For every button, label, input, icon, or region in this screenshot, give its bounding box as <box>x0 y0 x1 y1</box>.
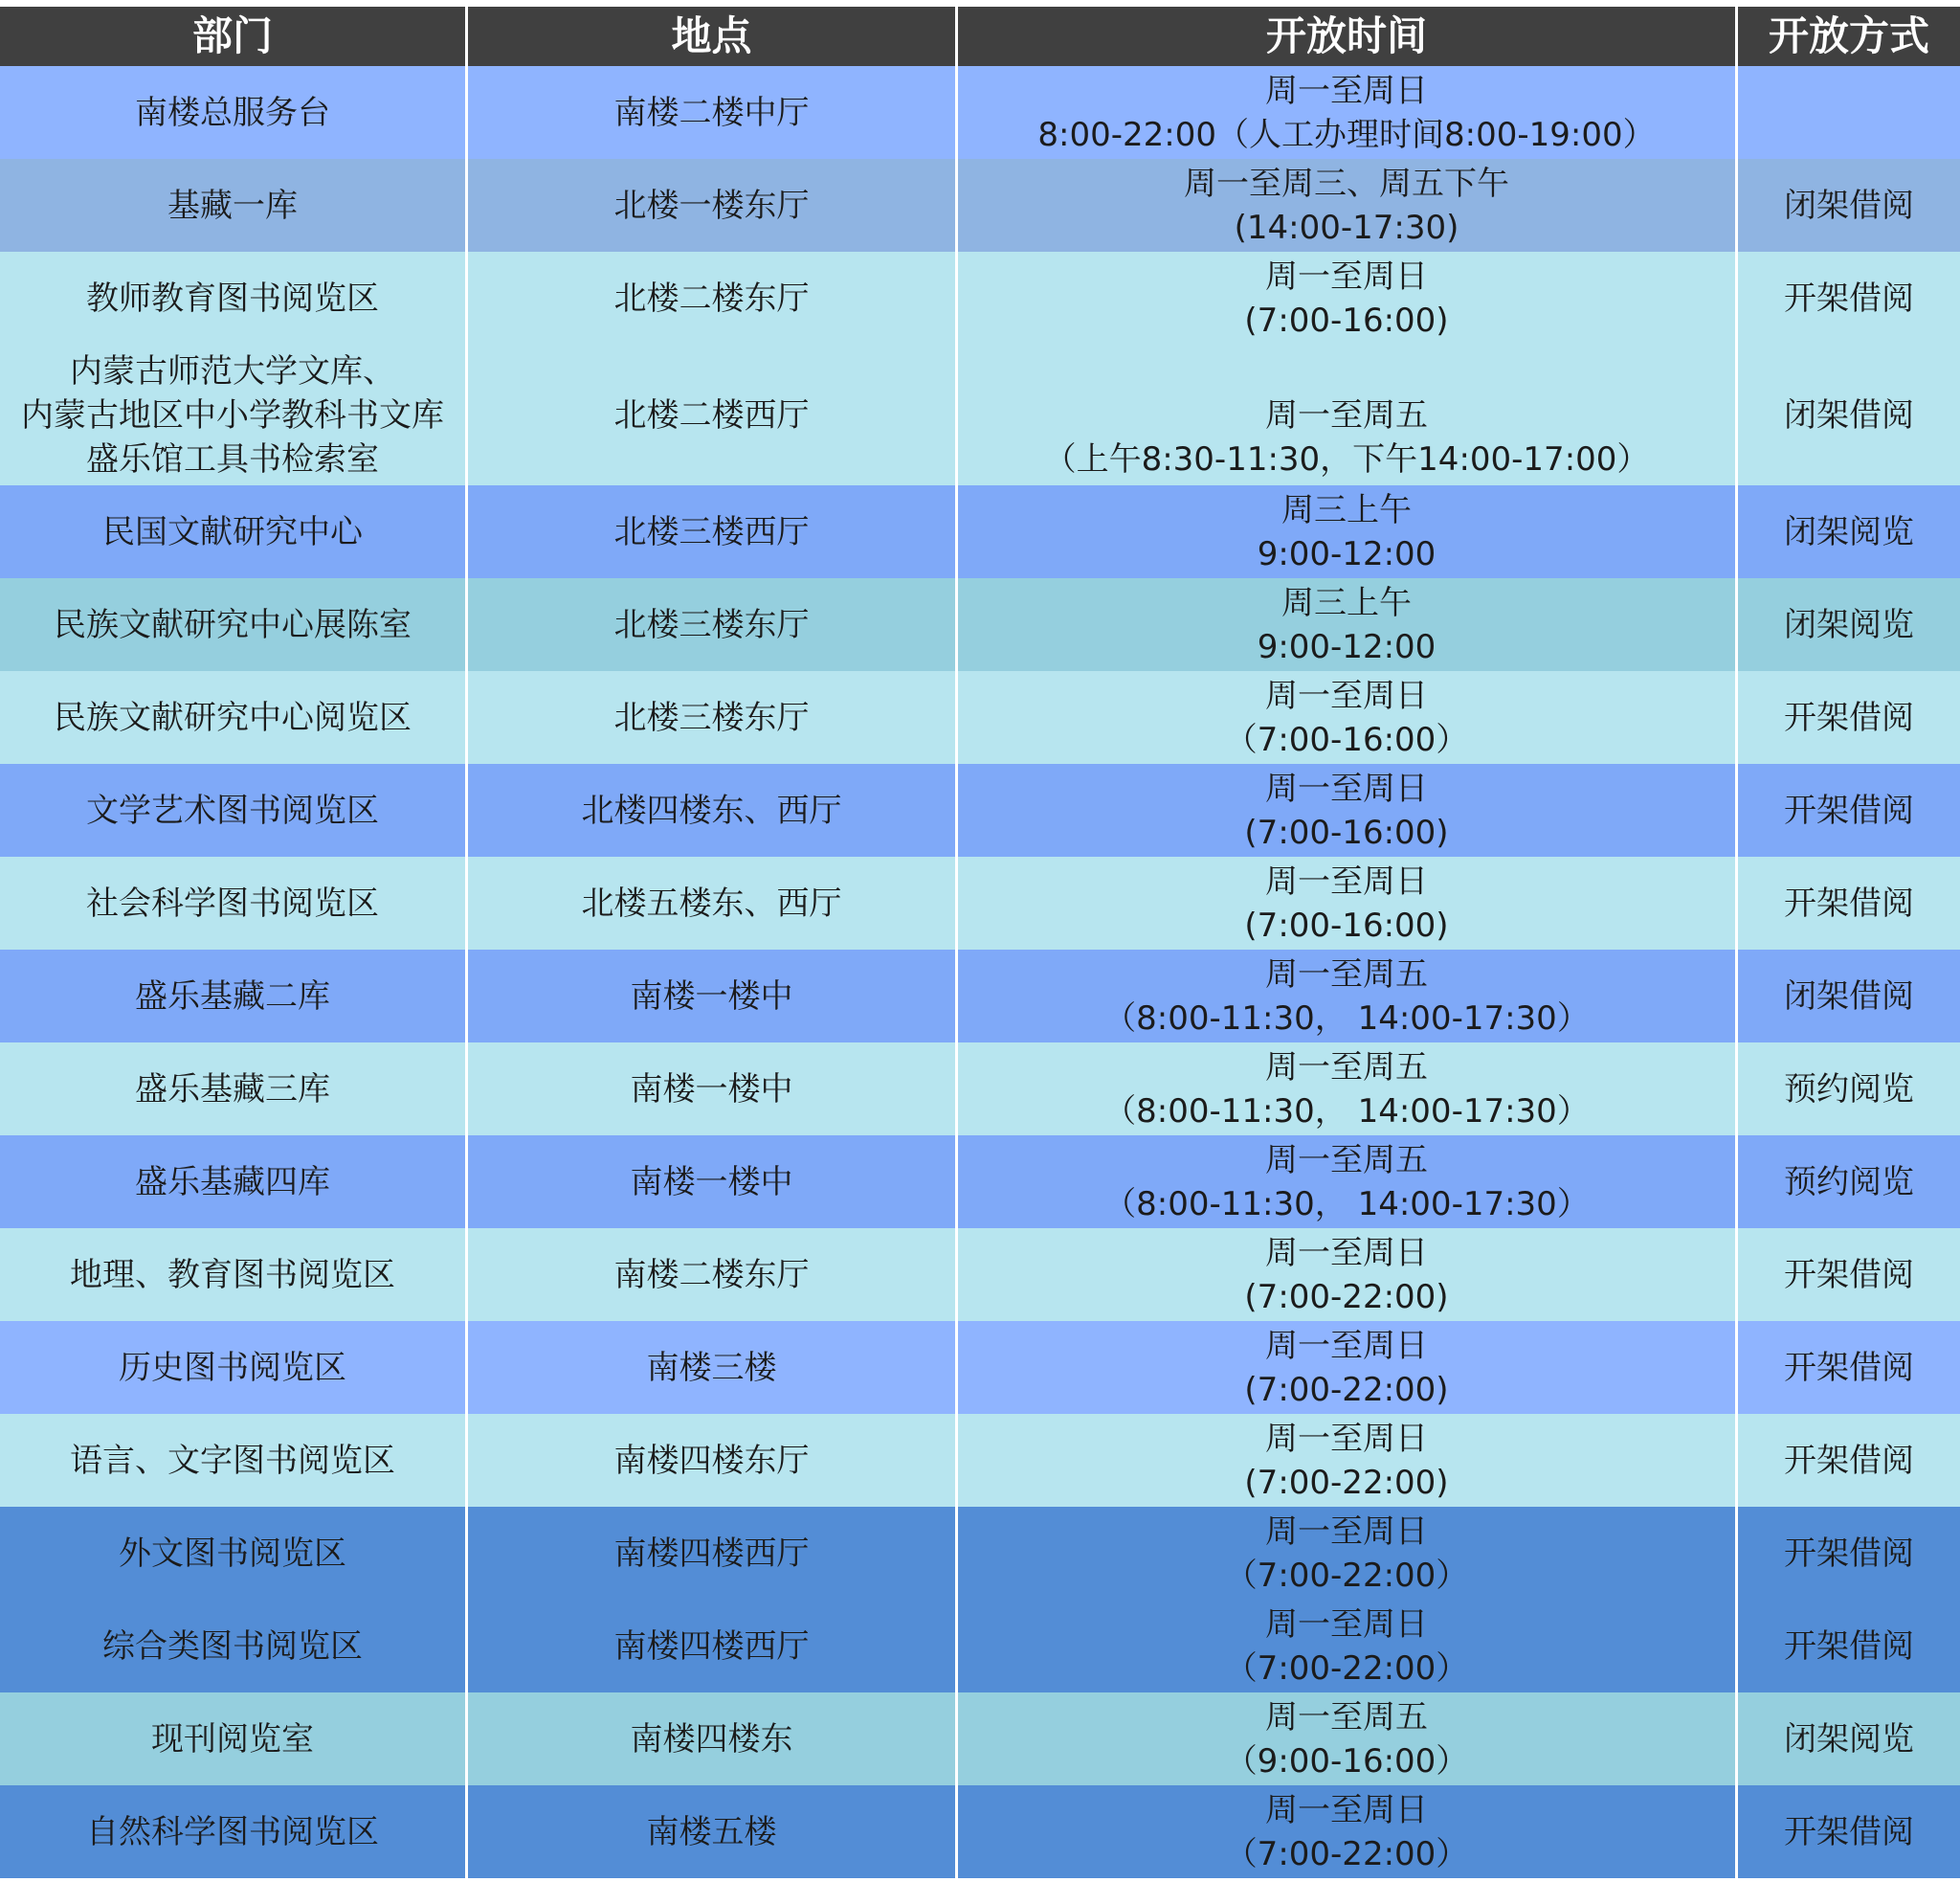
hours-times: （8:00-11:30， 14:00-17:30） <box>1103 998 1590 1038</box>
hours-times: (14:00-17:30) <box>1234 208 1459 247</box>
table-row <box>0 1228 1960 1321</box>
location-cell: 北楼一楼东厅 <box>468 159 958 252</box>
table-row <box>0 1414 1960 1507</box>
hours-cell <box>958 671 1738 764</box>
hours-days: 周一至周五 <box>1265 396 1428 435</box>
location-cell: 北楼三楼西厅 <box>468 485 958 578</box>
hours-cell <box>958 857 1738 950</box>
hours-days: 周一至周日 <box>1265 1419 1428 1458</box>
hours-days: 周一至周日 <box>1265 1233 1428 1272</box>
hours-times: (7:00-16:00) <box>1244 906 1449 945</box>
department-cell: 语言、文字图书阅览区 <box>0 1414 468 1507</box>
hours-days: 周一至周五 <box>1265 1140 1428 1179</box>
table-row <box>0 578 1960 671</box>
location-cell: 北楼三楼东厅 <box>468 671 958 764</box>
department-cell: 基藏一库 <box>0 159 468 252</box>
department-cell: 文学艺术图书阅览区 <box>0 764 468 857</box>
hours-cell <box>958 764 1738 857</box>
hours-days: 周一至周日 <box>1265 862 1428 901</box>
department-cell: 历史图书阅览区 <box>0 1321 468 1414</box>
hours-times: （8:00-11:30， 14:00-17:30） <box>1103 1091 1590 1131</box>
access-cell: 闭架借阅 <box>1784 395 1914 435</box>
hours-days: 周三上午 <box>1281 583 1412 622</box>
location-cell: 南楼一楼中 <box>468 950 958 1042</box>
hours-cell <box>958 1785 1738 1878</box>
hours-days: 周一至周日 <box>1265 257 1428 296</box>
hours-cell <box>958 1228 1738 1321</box>
hours-cell <box>958 950 1738 1042</box>
table-row <box>0 159 1960 252</box>
access-cell: 预约阅览 <box>1784 1069 1914 1109</box>
department-cell: 自然科学图书阅览区 <box>0 1785 468 1878</box>
table-row <box>0 345 1960 485</box>
hours-cell <box>958 1321 1738 1414</box>
hours-times: (7:00-22:00) <box>1244 1277 1449 1316</box>
access-cell: 闭架阅览 <box>1784 1719 1914 1759</box>
department-cell: 综合类图书阅览区 <box>0 1600 468 1692</box>
access-cell: 开架借阅 <box>1784 1626 1914 1666</box>
location-cell: 南楼一楼中 <box>468 1135 958 1228</box>
access-cell <box>1738 66 1960 159</box>
hours-times: （7:00-22:00） <box>1224 1648 1469 1688</box>
location-cell: 南楼一楼中 <box>468 1042 958 1135</box>
location-cell: 南楼二楼东厅 <box>468 1228 958 1321</box>
hours-cell <box>958 1135 1738 1228</box>
department-cell: 民国文献研究中心 <box>0 485 468 578</box>
department-cell: 盛乐基藏四库 <box>0 1135 468 1228</box>
hours-times: (7:00-16:00) <box>1244 813 1449 852</box>
table-row <box>0 1600 1960 1692</box>
location-cell: 南楼二楼中厅 <box>468 66 958 159</box>
hours-times: (7:00-22:00) <box>1244 1370 1449 1409</box>
table-row <box>0 1507 1960 1600</box>
access-cell: 开架借阅 <box>1784 1255 1914 1294</box>
header-department: 部门 <box>0 7 468 66</box>
location-cell: 南楼三楼 <box>468 1321 958 1414</box>
hours-cell <box>958 252 1738 345</box>
department-cell: 盛乐基藏二库 <box>0 950 468 1042</box>
access-cell: 闭架借阅 <box>1784 186 1914 225</box>
table-row <box>0 1135 1960 1228</box>
table-row <box>0 1692 1960 1785</box>
department-cell: 社会科学图书阅览区 <box>0 857 468 950</box>
table-row <box>0 252 1960 345</box>
hours-days: 周一至周五 <box>1265 1047 1428 1087</box>
department-cell: 内蒙古师范大学文库、 内蒙古地区中小学教科书文库 盛乐馆工具书检索室 <box>0 345 468 485</box>
hours-cell <box>958 1600 1738 1692</box>
header-location: 地点 <box>468 7 958 66</box>
department-cell: 现刊阅览室 <box>0 1692 468 1785</box>
table-row <box>0 485 1960 578</box>
access-cell: 闭架阅览 <box>1784 512 1914 551</box>
department-cell: 地理、教育图书阅览区 <box>0 1228 468 1321</box>
hours-times: (7:00-16:00) <box>1244 301 1449 340</box>
location-cell: 北楼二楼西厅 <box>468 345 958 485</box>
hours-times: 9:00-12:00 <box>1257 534 1437 573</box>
hours-cell <box>958 1692 1738 1785</box>
table-row <box>0 1042 1960 1135</box>
hours-cell <box>958 66 1738 159</box>
location-cell: 南楼四楼东厅 <box>468 1414 958 1507</box>
location-cell: 北楼五楼东、西厅 <box>468 857 958 950</box>
hours-cell <box>958 578 1738 671</box>
access-cell: 开架借阅 <box>1784 1534 1914 1573</box>
hours-times: （7:00-22:00） <box>1224 1834 1469 1873</box>
hours-times: （8:00-11:30， 14:00-17:30） <box>1103 1184 1590 1223</box>
opening-hours-table <box>0 7 1960 1878</box>
hours-days: 周一至周日 <box>1265 676 1428 715</box>
access-cell: 开架借阅 <box>1784 884 1914 923</box>
location-cell: 北楼四楼东、西厅 <box>468 764 958 857</box>
hours-times: 8:00-22:00（人工办理时间8:00-19:00） <box>1037 115 1656 154</box>
hours-days: 周三上午 <box>1281 490 1412 529</box>
hours-times: （上午8:30-11:30，下午14:00-17:00） <box>1043 440 1650 479</box>
hours-times: （9:00-16:00） <box>1224 1741 1469 1781</box>
table-row <box>0 1785 1960 1878</box>
hours-days: 周一至周五 <box>1265 1697 1428 1736</box>
header-access: 开放方式 <box>1768 12 1929 59</box>
hours-cell <box>958 159 1738 252</box>
table-row <box>0 671 1960 764</box>
hours-days: 周一至周五 <box>1265 954 1428 994</box>
hours-days: 周一至周日 <box>1265 1512 1428 1551</box>
location-cell: 北楼三楼东厅 <box>468 578 958 671</box>
hours-days: 周一至周日 <box>1265 71 1428 110</box>
access-cell: 开架借阅 <box>1784 1812 1914 1851</box>
access-cell: 开架借阅 <box>1784 1348 1914 1387</box>
location-cell: 北楼二楼东厅 <box>468 252 958 345</box>
department-cell: 民族文献研究中心阅览区 <box>0 671 468 764</box>
access-cell: 开架借阅 <box>1784 698 1914 737</box>
hours-days: 周一至周日 <box>1265 1790 1428 1829</box>
table-row <box>0 66 1960 159</box>
table-row <box>0 1321 1960 1414</box>
hours-cell <box>958 1042 1738 1135</box>
department-cell: 外文图书阅览区 <box>0 1507 468 1600</box>
table-row <box>0 950 1960 1042</box>
access-cell: 预约阅览 <box>1784 1162 1914 1201</box>
hours-cell <box>958 1414 1738 1507</box>
hours-cell <box>958 1507 1738 1600</box>
hours-days: 周一至周三、周五下午 <box>1184 164 1509 203</box>
department-cell: 民族文献研究中心展陈室 <box>0 578 468 671</box>
table-row <box>0 764 1960 857</box>
hours-times: 9:00-12:00 <box>1257 627 1437 666</box>
location-cell: 南楼四楼西厅 <box>468 1507 958 1600</box>
hours-days: 周一至周日 <box>1265 1604 1428 1644</box>
location-cell: 南楼四楼西厅 <box>468 1600 958 1692</box>
access-cell: 闭架阅览 <box>1784 605 1914 644</box>
hours-times: （7:00-22:00） <box>1224 1556 1469 1595</box>
hours-times: (7:00-22:00) <box>1244 1463 1449 1502</box>
access-cell: 开架借阅 <box>1784 791 1914 830</box>
hours-days: 周一至周日 <box>1265 769 1428 808</box>
hours-times: （7:00-16:00） <box>1224 720 1469 759</box>
hours-cell <box>958 485 1738 578</box>
location-cell: 南楼五楼 <box>468 1785 958 1878</box>
table-row <box>0 857 1960 950</box>
department-cell: 盛乐基藏三库 <box>0 1042 468 1135</box>
table-header <box>0 7 1960 66</box>
access-cell: 闭架借阅 <box>1784 976 1914 1016</box>
location-cell: 南楼四楼东 <box>468 1692 958 1785</box>
hours-days: 周一至周日 <box>1265 1326 1428 1365</box>
department-cell: 南楼总服务台 <box>0 66 468 159</box>
table-body <box>0 66 1960 1878</box>
hours-cell <box>958 345 1738 485</box>
department-cell: 教师教育图书阅览区 <box>0 252 468 345</box>
access-cell: 开架借阅 <box>1784 1441 1914 1480</box>
header-hours: 开放时间 <box>958 7 1738 66</box>
access-cell: 开架借阅 <box>1784 279 1914 318</box>
